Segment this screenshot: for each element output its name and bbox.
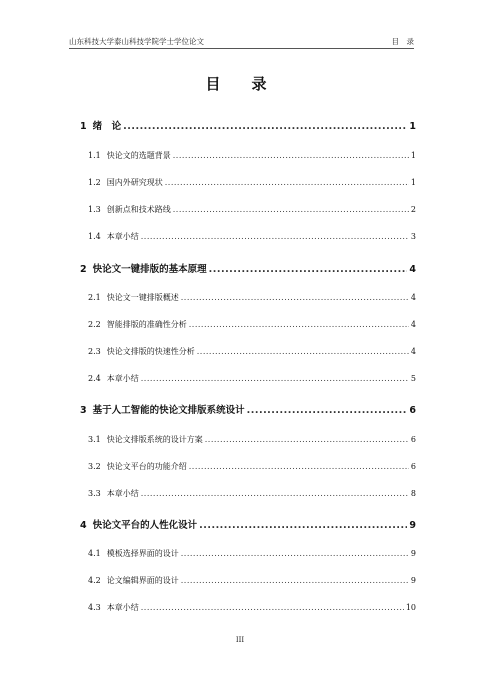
toc-section-entry[interactable] [80, 231, 416, 242]
toc-entry-number: 4 [80, 520, 87, 531]
toc-dot-leader [189, 320, 409, 329]
toc-entry-page: 10 [405, 603, 416, 612]
toc-entry-page: 9 [409, 520, 416, 531]
toc-chapter-entry[interactable] [80, 402, 416, 416]
toc-entry-number: 2.3 [88, 347, 101, 356]
toc-entry-page: 9 [410, 576, 416, 585]
toc-entry-title: 本章小结 [106, 232, 139, 241]
toc-entry-page: 4 [410, 320, 416, 329]
toc-section-entry[interactable] [80, 548, 416, 559]
toc-entry-number: 1.1 [88, 151, 101, 160]
toc-entry-number: 2.1 [88, 293, 101, 302]
toc-section-entry[interactable] [80, 434, 416, 445]
toc-entry-page: 5 [410, 374, 416, 383]
toc-section-entry[interactable] [80, 204, 416, 215]
toc-dot-leader [141, 374, 409, 383]
toc-dot-leader [141, 603, 404, 612]
toc-entry-page: 9 [410, 549, 416, 558]
toc-section-entry[interactable] [80, 373, 416, 384]
toc-entry-title: 国内外研究现状 [106, 178, 163, 187]
toc-entry-page: 6 [409, 405, 416, 416]
toc-dot-leader [165, 178, 409, 187]
page-title: 目 录 [205, 75, 275, 93]
toc-entry-number: 2.2 [88, 320, 101, 329]
toc-entry-number: 2 [80, 264, 87, 275]
toc-entry-title: 模板选择界面的设计 [106, 549, 179, 558]
toc-section-entry[interactable] [80, 461, 416, 472]
toc-section-entry[interactable] [80, 319, 416, 330]
toc-entry-title: 快论文排版系统的设计方案 [106, 435, 203, 444]
toc-entry-number: 1.2 [88, 178, 101, 187]
toc-entry-number: 3.2 [88, 462, 101, 471]
toc-dot-leader [189, 462, 409, 471]
toc-entry-title: 本章小结 [106, 374, 139, 383]
toc-entry-title: 快论文排版的快速性分析 [106, 347, 195, 356]
toc-dot-leader [205, 435, 409, 444]
toc-section-entry[interactable] [80, 602, 416, 613]
toc-entry-page: 8 [410, 489, 416, 498]
toc-entry-page: 4 [409, 264, 416, 275]
toc-entry-title: 基于人工智能的快论文排版系统设计 [92, 405, 245, 416]
toc-entry-title: 快论文一键排版的基本原理 [92, 264, 207, 275]
toc-entry-number: 1 [80, 121, 87, 132]
toc-section-entry[interactable] [80, 177, 416, 188]
toc-entry-title: 本章小结 [106, 603, 139, 612]
toc-entry-number: 3.3 [88, 489, 101, 498]
toc-dot-leader [199, 520, 407, 531]
toc-entry-number: 4.3 [88, 603, 101, 612]
toc-dot-leader [123, 121, 407, 132]
toc-section-entry[interactable] [80, 488, 416, 499]
toc-dot-leader [209, 264, 408, 275]
toc-section-entry[interactable] [80, 292, 416, 303]
toc-entry-title: 快论文一键排版概述 [106, 293, 179, 302]
page-number: III [235, 636, 245, 644]
toc-entry-title: 创新点和技术路线 [106, 205, 171, 214]
toc-dot-leader [173, 205, 409, 214]
toc-entry-page: 6 [410, 435, 416, 444]
toc-entry-number: 3 [80, 405, 87, 416]
toc-entry-page: 4 [410, 347, 416, 356]
toc-entry-title: 快论文平台的人性化设计 [92, 520, 198, 531]
toc-dot-leader [197, 347, 409, 356]
toc-entry-title: 快论文的选题背景 [106, 151, 171, 160]
toc-entry-page: 1 [410, 151, 416, 160]
toc-entry-number: 4.1 [88, 549, 101, 558]
toc-dot-leader [173, 151, 409, 160]
header-left-title: 山东科技大学泰山科技学院学士学位论文 [69, 37, 204, 46]
toc-chapter-entry[interactable] [80, 517, 416, 531]
toc-dot-leader [141, 232, 409, 241]
toc-chapter-entry[interactable] [80, 118, 416, 132]
toc-entry-page: 1 [410, 178, 416, 187]
running-header [69, 33, 414, 47]
toc-entry-number: 4.2 [88, 576, 101, 585]
toc-chapter-entry[interactable] [80, 261, 416, 275]
toc-section-entry[interactable] [80, 346, 416, 357]
header-rule [69, 48, 414, 49]
toc-entry-page: 6 [410, 462, 416, 471]
toc-dot-leader [141, 489, 409, 498]
toc-entry-page: 3 [410, 232, 416, 241]
toc-entry-page: 2 [410, 205, 416, 214]
toc-entry-page: 4 [410, 293, 416, 302]
toc-entry-title: 智能排版的准确性分析 [106, 320, 187, 329]
toc-dot-leader [247, 405, 408, 416]
toc-entry-number: 2.4 [88, 374, 101, 383]
header-right-title: 目 录 [391, 37, 414, 46]
toc-dot-leader [181, 293, 409, 302]
toc-entry-title: 快论文平台的功能介绍 [106, 462, 187, 471]
toc-entry-title: 论文编辑界面的设计 [106, 576, 179, 585]
toc-section-entry[interactable] [80, 150, 416, 161]
toc-dot-leader [181, 549, 409, 558]
toc-entry-title: 绪 论 [92, 121, 122, 132]
toc-section-entry[interactable] [80, 575, 416, 586]
toc-entry-number: 1.4 [88, 232, 101, 241]
toc-entry-title: 本章小结 [106, 489, 139, 498]
toc-dot-leader [181, 576, 409, 585]
toc-entry-number: 1.3 [88, 205, 101, 214]
toc-entry-number: 3.1 [88, 435, 101, 444]
toc-entry-page: 1 [409, 121, 416, 132]
